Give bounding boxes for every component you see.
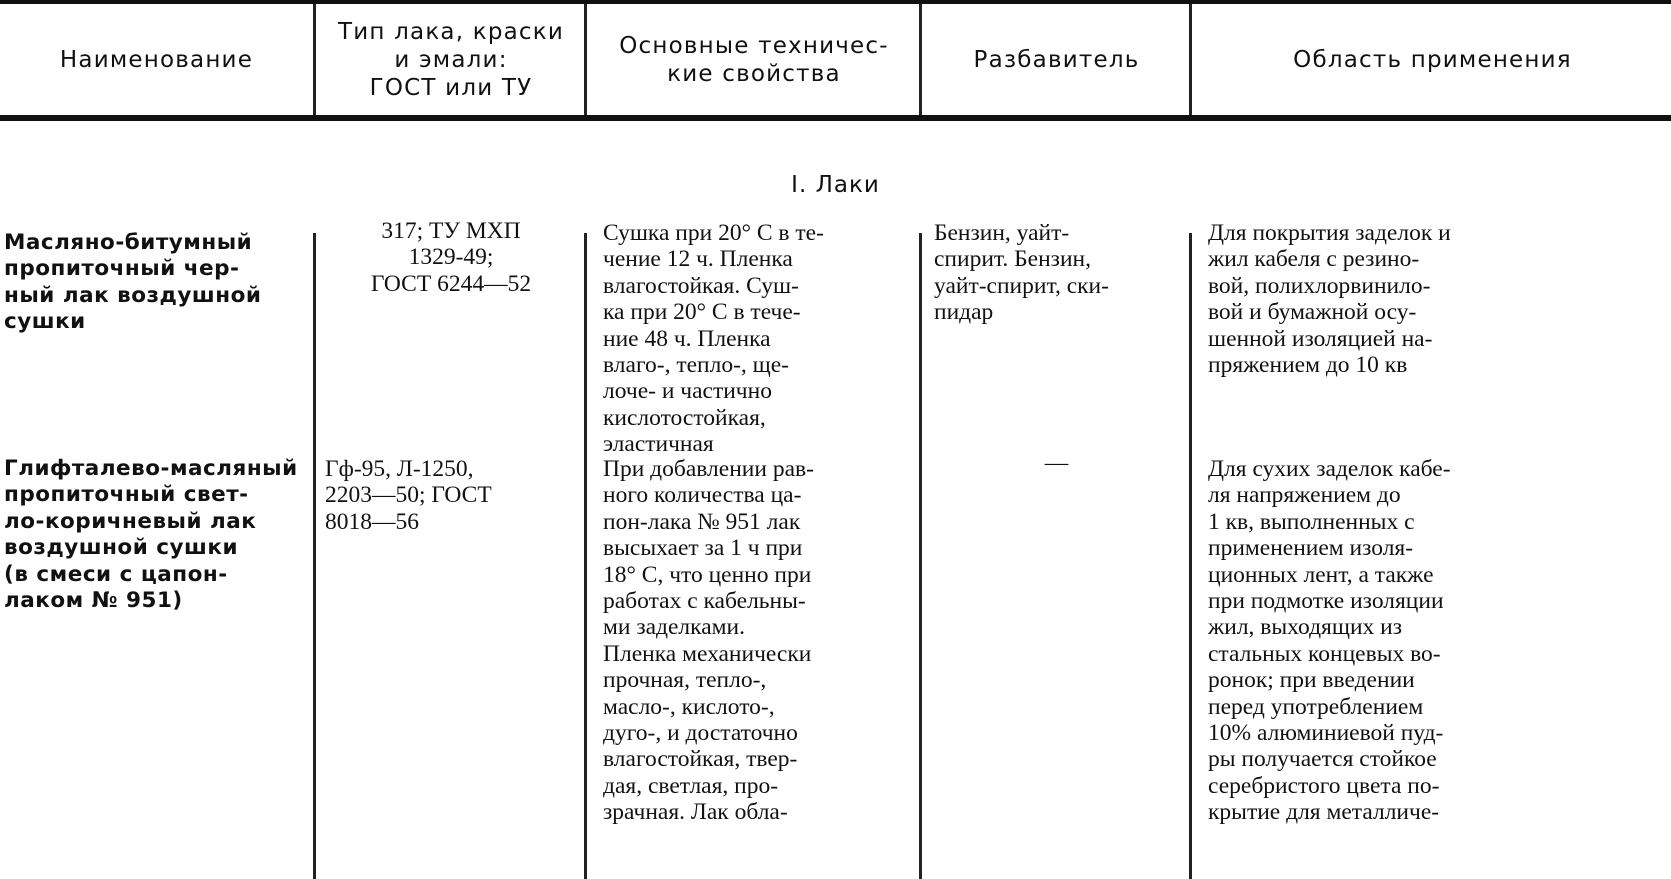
header-divider bbox=[313, 4, 316, 115]
header-divider bbox=[584, 4, 587, 115]
header-properties: Основные техничес- кие свойства bbox=[619, 32, 889, 87]
header-divider bbox=[1189, 4, 1192, 115]
row-2-properties: При добавлении рав- ного количества ца- пон-лака № 951 лак высыхает за 1 ч при 18° С, что ценно при работах с кабельны- ми заделками. Пленка механически прочная, тепло-, масло-, кислото-, дуго-, и достаточно влагостойкая, твер- дая, светлая, про- зрачная. Лак обла- bbox=[603, 456, 814, 826]
row-1-diluent: Бензин, уайт- спирит. Бензин, уайт-спирит, ски- пидар bbox=[934, 220, 1109, 326]
row-2-type: Гф-95, Л-1250, 2203—50; ГОСТ 8018—56 bbox=[325, 456, 492, 535]
row-1-properties: Сушка при 20° С в те- чение 12 ч. Пленка влагостойкая. Суш- ка при 20° С в тече- ние 48 ч. Пленка влаго-, тепло-, ще- лоче- и частично кислотостойкая, эластичная bbox=[603, 220, 824, 458]
column-divider bbox=[584, 233, 587, 879]
row-1-application: Для покрытия заделок и жил кабеля с резино- вой, полихлорвинило- вой и бумажной осу- шенной изоляцией на- пряжением до 10 кв bbox=[1208, 220, 1451, 379]
header-divider bbox=[919, 4, 922, 115]
row-2-diluent: — bbox=[1044, 450, 1069, 476]
header-type: Тип лака, краски и эмали: ГОСТ или ТУ bbox=[337, 18, 565, 101]
column-divider bbox=[1189, 233, 1192, 879]
column-divider bbox=[313, 233, 316, 879]
header-rule bbox=[0, 115, 1671, 121]
header-diluent: Разбавитель bbox=[973, 46, 1140, 73]
header-name: Наименование bbox=[59, 46, 254, 73]
row-1-type: 317; ТУ МХП 1329-49; ГОСТ 6244—52 bbox=[370, 218, 532, 297]
section-title: I. Лаки bbox=[791, 172, 880, 198]
header-application: Область применения bbox=[1293, 46, 1572, 73]
column-divider bbox=[919, 233, 922, 879]
row-2-application: Для сухих заделок кабе- ля напряжением до 1 кв, выполненных с применением изоля- ционных лент, а также при подмотке изоляции жил, выходящих из стальных концевых во- ронок; при введении перед употреблением 10% алюминиевой пуд- ры получается стойкое серебристого цвета по- крытие для металличе- bbox=[1208, 456, 1451, 826]
row-1-name: Масляно-битумный пропиточный чер- ный лак воздушной сушки bbox=[4, 230, 262, 335]
row-2-name: Глифталево-масляный пропиточный свет- ло-коричневый лак воздушной сушки (в смеси с цапон- лаком № 951) bbox=[4, 456, 298, 614]
